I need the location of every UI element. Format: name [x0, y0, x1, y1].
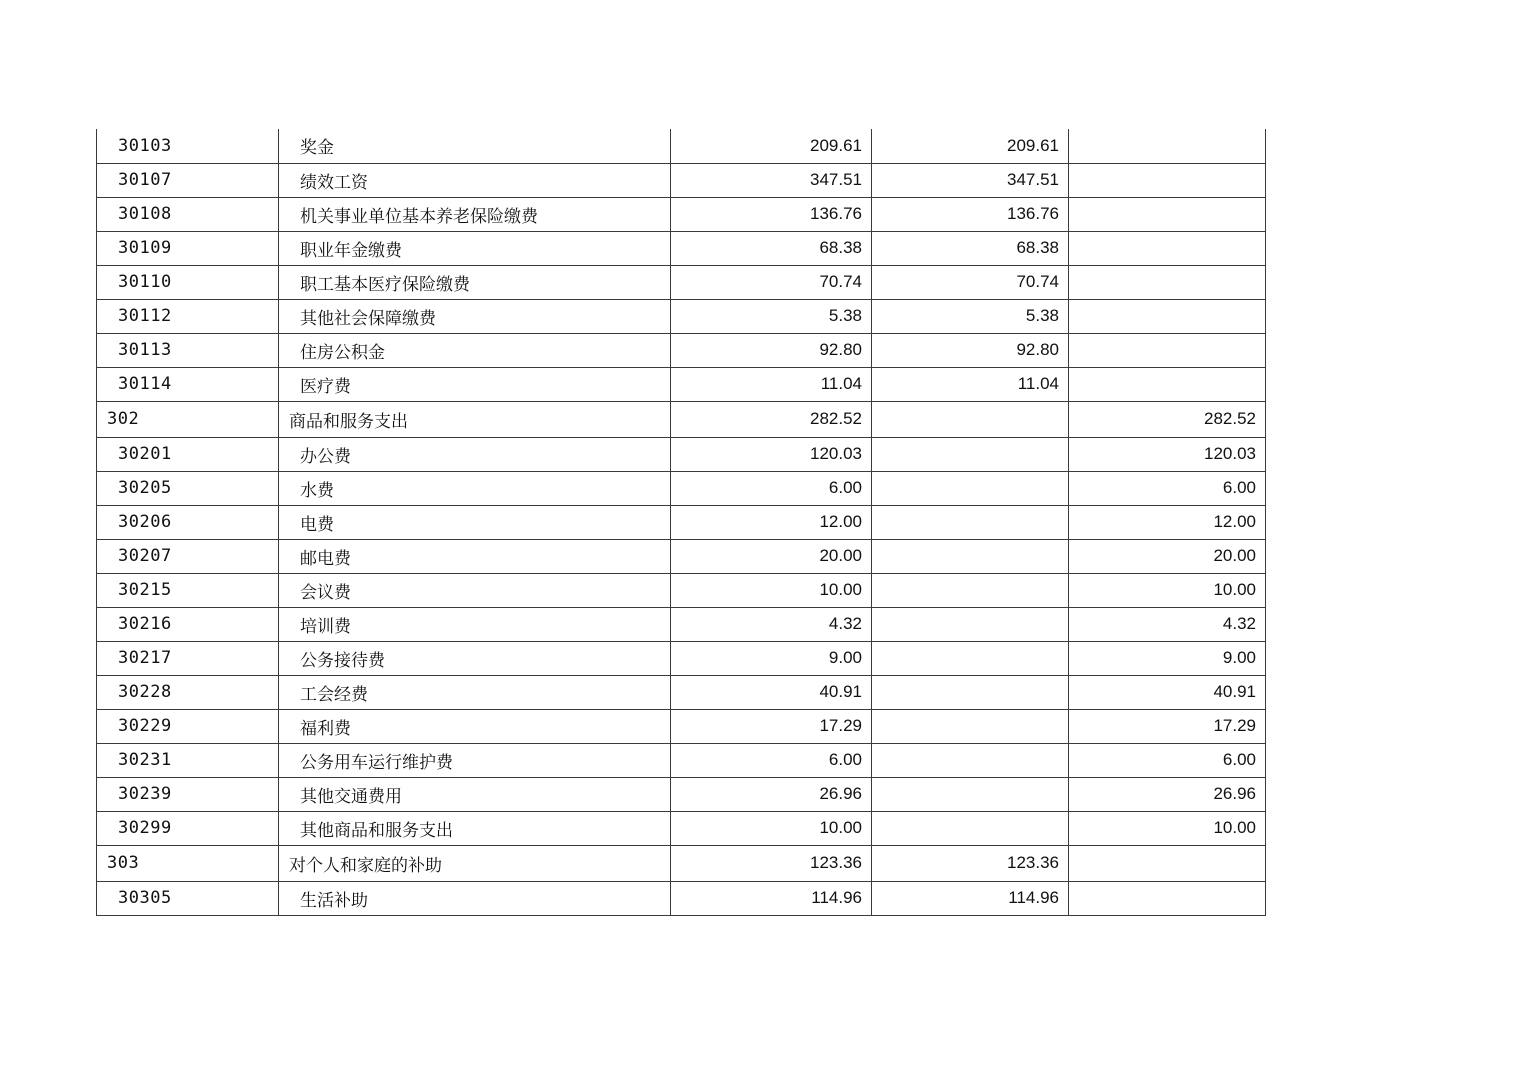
project-expenditure-cell [1069, 845, 1266, 881]
total-amount-cell: 10.00 [671, 573, 872, 607]
account-name-cell: 福利费 [279, 709, 671, 743]
account-name-cell: 公务接待费 [279, 641, 671, 675]
basic-expenditure-cell [872, 607, 1069, 641]
expenditure-table [96, 129, 1266, 916]
table-row [97, 709, 1266, 743]
table-row [97, 845, 1266, 881]
project-expenditure-cell [1069, 299, 1266, 333]
table-row [97, 299, 1266, 333]
basic-expenditure-cell: 92.80 [872, 333, 1069, 367]
account-name-cell: 医疗费 [279, 367, 671, 401]
account-name-cell: 办公费 [279, 437, 671, 471]
account-code-cell: 30216 [97, 607, 279, 641]
total-amount-cell: 17.29 [671, 709, 872, 743]
project-expenditure-cell: 10.00 [1069, 573, 1266, 607]
account-code-cell: 30112 [97, 299, 279, 333]
total-amount-cell: 26.96 [671, 777, 872, 811]
account-name-cell: 公务用车运行维护费 [279, 743, 671, 777]
account-code-cell: 30110 [97, 265, 279, 299]
project-expenditure-cell [1069, 367, 1266, 401]
account-code-cell: 30217 [97, 641, 279, 675]
project-expenditure-cell: 6.00 [1069, 743, 1266, 777]
total-amount-cell: 209.61 [671, 129, 872, 163]
project-expenditure-cell: 6.00 [1069, 471, 1266, 505]
account-code-cell: 30299 [97, 811, 279, 845]
account-name-cell: 机关事业单位基本养老保险缴费 [279, 197, 671, 231]
project-expenditure-cell: 9.00 [1069, 641, 1266, 675]
project-expenditure-cell: 20.00 [1069, 539, 1266, 573]
table-row [97, 881, 1266, 915]
account-name-cell: 其他交通费用 [279, 777, 671, 811]
total-amount-cell: 114.96 [671, 881, 872, 915]
project-expenditure-cell [1069, 333, 1266, 367]
project-expenditure-cell [1069, 265, 1266, 299]
account-code-cell: 30114 [97, 367, 279, 401]
account-code-cell: 30228 [97, 675, 279, 709]
project-expenditure-cell [1069, 163, 1266, 197]
basic-expenditure-cell: 114.96 [872, 881, 1069, 915]
basic-expenditure-cell [872, 573, 1069, 607]
basic-expenditure-cell [872, 471, 1069, 505]
account-code-cell: 302 [97, 401, 279, 437]
account-name-cell: 商品和服务支出 [279, 401, 671, 437]
account-name-cell: 生活补助 [279, 881, 671, 915]
account-code-cell: 30206 [97, 505, 279, 539]
account-name-cell: 对个人和家庭的补助 [279, 845, 671, 881]
basic-expenditure-cell [872, 539, 1069, 573]
table-row [97, 471, 1266, 505]
project-expenditure-cell [1069, 197, 1266, 231]
table-row [97, 129, 1266, 163]
basic-expenditure-cell: 5.38 [872, 299, 1069, 333]
project-expenditure-cell: 17.29 [1069, 709, 1266, 743]
account-code-cell: 30201 [97, 437, 279, 471]
total-amount-cell: 123.36 [671, 845, 872, 881]
project-expenditure-cell: 40.91 [1069, 675, 1266, 709]
table-row [97, 163, 1266, 197]
account-name-cell: 培训费 [279, 607, 671, 641]
total-amount-cell: 40.91 [671, 675, 872, 709]
total-amount-cell: 92.80 [671, 333, 872, 367]
account-name-cell: 其他商品和服务支出 [279, 811, 671, 845]
account-code-cell: 30107 [97, 163, 279, 197]
project-expenditure-cell [1069, 881, 1266, 915]
account-name-cell: 电费 [279, 505, 671, 539]
account-name-cell: 邮电费 [279, 539, 671, 573]
basic-expenditure-cell [872, 709, 1069, 743]
account-code-cell: 30113 [97, 333, 279, 367]
basic-expenditure-cell: 11.04 [872, 367, 1069, 401]
account-name-cell: 奖金 [279, 129, 671, 163]
table-row [97, 401, 1266, 437]
total-amount-cell: 68.38 [671, 231, 872, 265]
total-amount-cell: 11.04 [671, 367, 872, 401]
table-row [97, 265, 1266, 299]
account-code-cell: 30305 [97, 881, 279, 915]
table-row [97, 197, 1266, 231]
account-name-cell: 工会经费 [279, 675, 671, 709]
basic-expenditure-cell: 123.36 [872, 845, 1069, 881]
table-row [97, 505, 1266, 539]
basic-expenditure-cell: 347.51 [872, 163, 1069, 197]
total-amount-cell: 10.00 [671, 811, 872, 845]
account-code-cell: 30207 [97, 539, 279, 573]
account-code-cell: 30108 [97, 197, 279, 231]
total-amount-cell: 12.00 [671, 505, 872, 539]
table-row [97, 437, 1266, 471]
project-expenditure-cell: 4.32 [1069, 607, 1266, 641]
table-row [97, 641, 1266, 675]
basic-expenditure-cell: 136.76 [872, 197, 1069, 231]
account-name-cell: 水费 [279, 471, 671, 505]
table-row [97, 675, 1266, 709]
account-name-cell: 住房公积金 [279, 333, 671, 367]
basic-expenditure-cell [872, 777, 1069, 811]
table-row [97, 573, 1266, 607]
project-expenditure-cell: 10.00 [1069, 811, 1266, 845]
basic-expenditure-cell [872, 437, 1069, 471]
basic-expenditure-cell: 68.38 [872, 231, 1069, 265]
table-row [97, 231, 1266, 265]
project-expenditure-cell [1069, 129, 1266, 163]
basic-expenditure-cell [872, 401, 1069, 437]
total-amount-cell: 70.74 [671, 265, 872, 299]
project-expenditure-cell: 26.96 [1069, 777, 1266, 811]
total-amount-cell: 4.32 [671, 607, 872, 641]
total-amount-cell: 136.76 [671, 197, 872, 231]
total-amount-cell: 20.00 [671, 539, 872, 573]
basic-expenditure-cell [872, 675, 1069, 709]
account-code-cell: 30205 [97, 471, 279, 505]
table-row [97, 777, 1266, 811]
project-expenditure-cell: 282.52 [1069, 401, 1266, 437]
account-code-cell: 30103 [97, 129, 279, 163]
table-row [97, 607, 1266, 641]
project-expenditure-cell [1069, 231, 1266, 265]
account-name-cell: 职业年金缴费 [279, 231, 671, 265]
account-name-cell: 绩效工资 [279, 163, 671, 197]
total-amount-cell: 282.52 [671, 401, 872, 437]
project-expenditure-cell: 120.03 [1069, 437, 1266, 471]
table-row [97, 333, 1266, 367]
account-code-cell: 30229 [97, 709, 279, 743]
total-amount-cell: 5.38 [671, 299, 872, 333]
table-row [97, 539, 1266, 573]
account-code-cell: 303 [97, 845, 279, 881]
basic-expenditure-cell: 70.74 [872, 265, 1069, 299]
account-code-cell: 30239 [97, 777, 279, 811]
table-row [97, 811, 1266, 845]
total-amount-cell: 347.51 [671, 163, 872, 197]
basic-expenditure-cell [872, 811, 1069, 845]
basic-expenditure-cell [872, 641, 1069, 675]
account-name-cell: 会议费 [279, 573, 671, 607]
total-amount-cell: 6.00 [671, 743, 872, 777]
table-body [97, 129, 1266, 915]
basic-expenditure-cell [872, 743, 1069, 777]
total-amount-cell: 9.00 [671, 641, 872, 675]
total-amount-cell: 6.00 [671, 471, 872, 505]
basic-expenditure-cell: 209.61 [872, 129, 1069, 163]
table-row [97, 743, 1266, 777]
total-amount-cell: 120.03 [671, 437, 872, 471]
table-row [97, 367, 1266, 401]
account-code-cell: 30109 [97, 231, 279, 265]
account-name-cell: 职工基本医疗保险缴费 [279, 265, 671, 299]
account-code-cell: 30215 [97, 573, 279, 607]
basic-expenditure-cell [872, 505, 1069, 539]
project-expenditure-cell: 12.00 [1069, 505, 1266, 539]
account-code-cell: 30231 [97, 743, 279, 777]
account-name-cell: 其他社会保障缴费 [279, 299, 671, 333]
